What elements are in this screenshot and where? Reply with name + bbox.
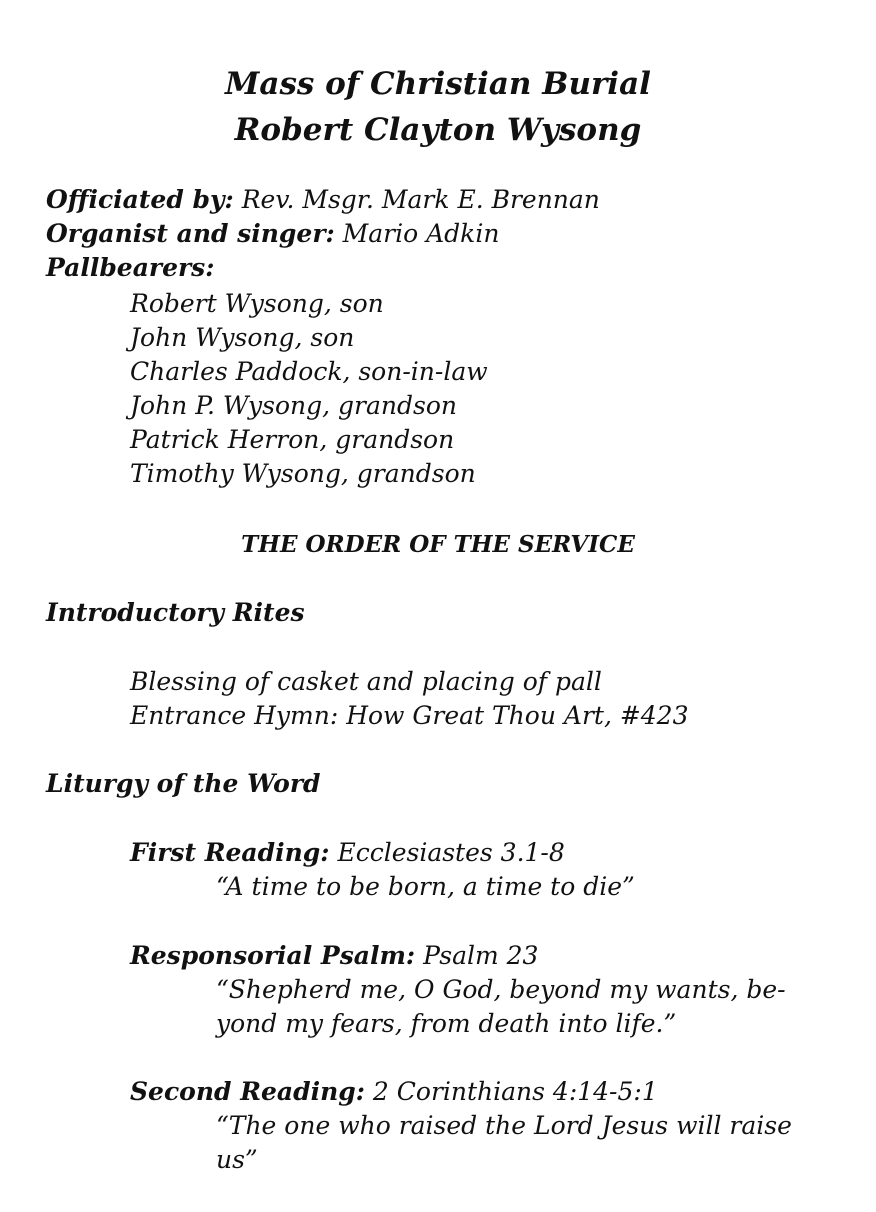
pallbearer-item: Timothy Wysong, grandson — [130, 459, 476, 488]
second-reading-ref: 2 Corinthians 4:14-5:1 — [364, 1077, 658, 1106]
psalm-label: Responsorial Psalm: — [130, 941, 416, 970]
second-reading-quote-line1: “The one who raised the Lord Jesus will raise — [216, 1111, 792, 1140]
psalm-ref: Psalm 23 — [415, 941, 539, 970]
psalm-quote-line1: “Shepherd me, O God, beyond my wants, be- — [216, 975, 786, 1004]
first-reading-label: First Reading: — [130, 838, 330, 867]
psalm-line — [130, 940, 538, 972]
section-liturgy-of-the-word: Liturgy of the Word — [46, 769, 321, 798]
pallbearer-item: Robert Wysong, son — [130, 289, 384, 318]
pallbearer-item: John Wysong, son — [130, 323, 355, 352]
pallbearer-item: John P. Wysong, grandson — [130, 391, 457, 420]
service-item: Entrance Hymn: How Great Thou Art, #423 — [130, 701, 689, 730]
second-reading-line — [130, 1076, 658, 1108]
first-reading-ref: Ecclesiastes 3.1-8 — [329, 838, 565, 867]
organist-label: Organist and singer: — [46, 219, 335, 248]
first-reading-quote: “A time to be born, a time to die” — [216, 872, 635, 901]
pallbearer-item: Patrick Herron, grandson — [130, 425, 455, 454]
pallbearer-item: Charles Paddock, son-in-law — [130, 357, 488, 386]
deceased-name: Robert Clayton Wysong — [234, 112, 642, 148]
section-introductory-rites: Introductory Rites — [46, 598, 305, 627]
pallbearers-label: Pallbearers: — [46, 253, 215, 282]
service-item: Blessing of casket and placing of pall — [130, 667, 602, 696]
officiated-value: Rev. Msgr. Mark E. Brennan — [233, 185, 600, 214]
page-title: Mass of Christian Burial — [225, 66, 651, 102]
second-reading-label: Second Reading: — [130, 1077, 365, 1106]
organist-line — [46, 218, 499, 250]
organist-value: Mario Adkin — [334, 219, 500, 248]
psalm-quote-line2: yond my fears, from death into life.” — [216, 1009, 677, 1038]
officiated-line — [46, 184, 600, 216]
second-reading-quote-line2: us” — [216, 1145, 258, 1174]
first-reading-line — [130, 837, 565, 869]
order-heading: THE ORDER OF THE SERVICE — [241, 531, 635, 558]
officiated-label: Officiated by: — [46, 185, 234, 214]
